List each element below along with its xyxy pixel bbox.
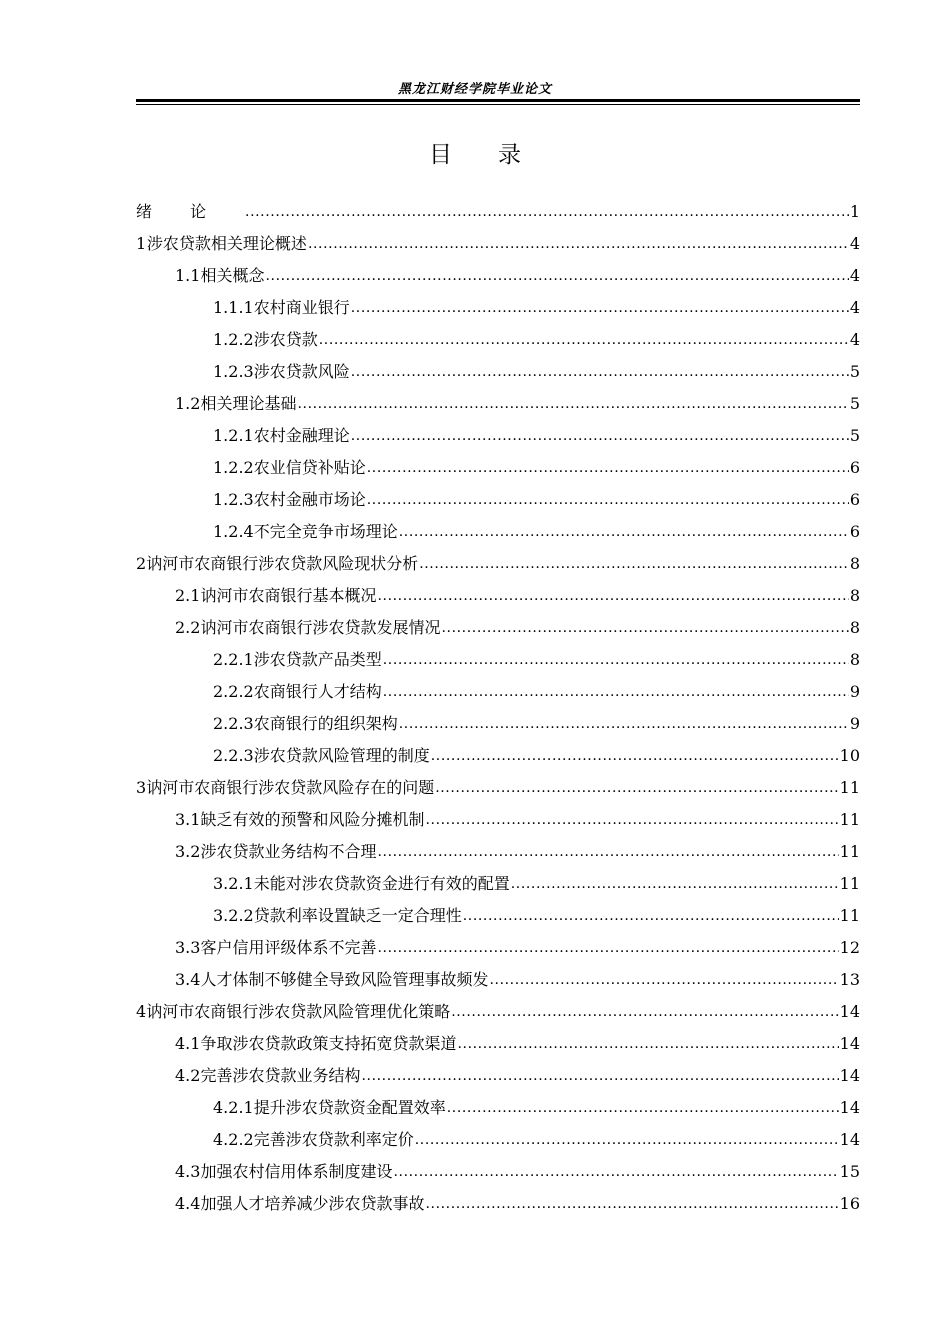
toc-entry-number: 2.1 xyxy=(175,586,201,605)
toc-entry-number: 1.2.1 xyxy=(213,426,254,445)
toc-entry[interactable] xyxy=(136,830,860,862)
toc-entry-number: 1.2.2 xyxy=(213,458,254,477)
toc-entry-title: 不完全竞争市场理论 xyxy=(253,522,398,541)
toc-dot-leader xyxy=(511,874,839,894)
toc-entry-title: 讷河市农商银行涉农贷款风险现状分析 xyxy=(146,554,419,573)
toc-entry-number: 3.2 xyxy=(175,842,201,861)
toc-dot-leader xyxy=(419,554,849,574)
toc-entry-title: 相关概念 xyxy=(200,266,265,285)
toc-entry-title: 涉农贷款风险管理的制度 xyxy=(253,746,430,765)
toc-entry[interactable] xyxy=(136,638,860,670)
toc-entry[interactable] xyxy=(136,414,860,446)
toc-entry-title: 完善涉农贷款利率定价 xyxy=(253,1130,414,1149)
toc-entry-title: 涉农贷款业务结构不合理 xyxy=(200,842,377,861)
toc-entry[interactable] xyxy=(136,1150,860,1182)
toc-entry[interactable] xyxy=(136,510,860,542)
toc-entry-number: 3.1 xyxy=(175,810,201,829)
toc-entry-number: 3 xyxy=(136,778,147,797)
toc-entry-page: 8 xyxy=(849,586,860,605)
toc-dot-leader xyxy=(377,586,848,606)
toc-dot-leader xyxy=(489,970,838,990)
toc-entry[interactable] xyxy=(136,574,860,606)
toc-entry[interactable] xyxy=(136,1022,860,1054)
toc-entry[interactable] xyxy=(136,958,860,990)
toc-entry-page: 10 xyxy=(839,746,860,765)
header-title: 黑龙江财经学院毕业论文 xyxy=(397,82,552,97)
toc-entry-title: 讷河市农商银行涉农贷款风险管理优化策略 xyxy=(146,1002,451,1021)
toc-entry[interactable] xyxy=(136,382,860,414)
toc-entry[interactable] xyxy=(136,670,860,702)
toc-entry-title: 完善涉农贷款业务结构 xyxy=(200,1066,361,1085)
toc-entry-title: 讷河市农商银行基本概况 xyxy=(200,586,377,605)
toc-dot-leader xyxy=(383,682,849,702)
toc-dot-leader xyxy=(383,650,849,670)
toc-entry-title: 争取涉农贷款政策支持拓宽贷款渠道 xyxy=(200,1034,457,1053)
toc-dot-leader xyxy=(367,458,849,478)
toc-entry-page: 4 xyxy=(849,266,860,285)
toc-entry-number: 4.1 xyxy=(175,1034,201,1053)
toc-entry-page: 5 xyxy=(849,426,860,445)
toc-entry-title: 涉农贷款 xyxy=(253,330,318,349)
toc-entry-page: 14 xyxy=(839,1034,860,1053)
toc-entry-title: 农商银行的组织架构 xyxy=(253,714,398,733)
toc-dot-leader xyxy=(457,1034,838,1054)
toc-dot-leader xyxy=(415,1130,839,1150)
toc-dot-leader xyxy=(425,1194,838,1214)
toc-dot-leader xyxy=(351,298,849,318)
toc-dot-leader xyxy=(319,330,849,350)
toc-entry[interactable] xyxy=(136,254,860,286)
toc-title: 目录 xyxy=(429,142,567,168)
toc-entry-page: 14 xyxy=(839,1002,860,1021)
toc-entry-number: 1.2.3 xyxy=(213,362,254,381)
toc-entry-page: 5 xyxy=(849,394,860,413)
toc-dot-leader xyxy=(447,1098,839,1118)
toc-entry[interactable] xyxy=(136,990,860,1022)
toc-entry-page: 11 xyxy=(839,906,860,925)
toc-entry-page: 8 xyxy=(849,554,860,573)
toc-dot-leader xyxy=(399,522,849,542)
toc-entry-title: 农业信贷补贴论 xyxy=(253,458,366,477)
toc-entry-title: 讷河市农商银行涉农贷款发展情况 xyxy=(200,618,441,637)
toc-entry-number: 4.3 xyxy=(175,1162,201,1181)
toc-dot-leader xyxy=(435,778,838,798)
toc-entry-page: 11 xyxy=(839,778,860,797)
toc-entry-page: 14 xyxy=(839,1130,860,1149)
toc-entry[interactable] xyxy=(136,862,860,894)
toc-entry-page: 15 xyxy=(839,1162,860,1181)
toc-entry-page: 11 xyxy=(839,810,860,829)
toc-entry[interactable] xyxy=(136,606,860,638)
toc-entry-page: 4 xyxy=(849,298,860,317)
toc-entry[interactable] xyxy=(136,222,860,254)
toc-entry-page: 9 xyxy=(849,714,860,733)
toc-entry[interactable] xyxy=(136,286,860,318)
toc-entry-title: 缺乏有效的预警和风险分摊机制 xyxy=(200,810,425,829)
toc-dot-leader xyxy=(431,746,839,766)
toc-entry[interactable] xyxy=(136,798,860,830)
toc-entry[interactable] xyxy=(136,1118,860,1150)
toc-entry[interactable] xyxy=(136,766,860,798)
toc-entry-page: 14 xyxy=(839,1098,860,1117)
toc-dot-leader xyxy=(351,362,849,382)
toc-dot-leader xyxy=(361,1066,838,1086)
toc-entry-number: 3.2.2 xyxy=(213,906,254,925)
toc-entry[interactable] xyxy=(136,1054,860,1086)
toc-entry[interactable] xyxy=(136,542,860,574)
toc-entry[interactable] xyxy=(136,894,860,926)
toc-entry-number: 4.2.2 xyxy=(213,1130,254,1149)
toc-entry-number: 2.2.3 xyxy=(213,746,254,765)
toc-dot-leader xyxy=(425,810,838,830)
toc-entry-number: 4.4 xyxy=(175,1194,201,1213)
toc-dot-leader xyxy=(297,394,848,414)
toc-dot-leader xyxy=(308,234,849,254)
toc-entry-title: 农村商业银行 xyxy=(253,298,350,317)
toc-entry[interactable] xyxy=(136,926,860,958)
toc-entry-page: 6 xyxy=(849,458,860,477)
toc-entry-page: 8 xyxy=(849,618,860,637)
toc-entry-title: 加强人才培养减少涉农贷款事故 xyxy=(200,1194,425,1213)
toc-entry-number: 3.3 xyxy=(175,938,201,957)
toc-dot-leader xyxy=(451,1002,838,1022)
toc-entry-title: 农村金融市场论 xyxy=(253,490,366,509)
toc-entry[interactable] xyxy=(136,1086,860,1118)
toc-entry-number: 1.2 xyxy=(175,394,201,413)
table-of-contents xyxy=(136,190,860,1214)
toc-entry-page: 4 xyxy=(849,234,860,253)
toc-entry-number: 2.2 xyxy=(175,618,201,637)
toc-entry-page: 14 xyxy=(839,1066,860,1085)
toc-dot-leader xyxy=(245,202,849,222)
toc-entry[interactable] xyxy=(136,350,860,382)
header-rule-thick xyxy=(136,99,860,102)
toc-entry-number: 4 xyxy=(136,1002,147,1021)
toc-entry-title: 讷河市农商银行涉农贷款风险存在的问题 xyxy=(146,778,435,797)
toc-entry-page: 11 xyxy=(839,842,860,861)
toc-entry-number: 2.2.3 xyxy=(213,714,254,733)
toc-entry[interactable] xyxy=(136,478,860,510)
toc-entry[interactable] xyxy=(136,1182,860,1214)
toc-entry-number: 2.2.2 xyxy=(213,682,254,701)
toc-entry-title: 加强农村信用体系制度建设 xyxy=(200,1162,393,1181)
toc-entry-page: 1 xyxy=(849,202,860,221)
toc-entry-number: 4.2 xyxy=(175,1066,201,1085)
toc-entry-title: 涉农贷款产品类型 xyxy=(253,650,382,669)
toc-entry-page: 13 xyxy=(839,970,860,989)
toc-dot-leader xyxy=(463,906,839,926)
toc-entry-page: 6 xyxy=(849,522,860,541)
toc-entry-number: 1.2.3 xyxy=(213,490,254,509)
toc-dot-leader xyxy=(399,714,849,734)
toc-entry-page: 4 xyxy=(849,330,860,349)
toc-entry[interactable] xyxy=(136,702,860,734)
toc-entry[interactable] xyxy=(136,734,860,766)
toc-entry[interactable] xyxy=(136,446,860,478)
toc-entry-title: 人才体制不够健全导致风险管理事故频发 xyxy=(200,970,489,989)
toc-dot-leader xyxy=(377,938,838,958)
toc-entry-page: 11 xyxy=(839,874,860,893)
toc-entry-number: 1 xyxy=(136,234,147,253)
toc-entry-page: 12 xyxy=(839,938,860,957)
toc-dot-leader xyxy=(265,266,848,286)
toc-entry-title: 客户信用评级体系不完善 xyxy=(200,938,377,957)
toc-dot-leader xyxy=(377,842,838,862)
toc-entry-page: 6 xyxy=(849,490,860,509)
toc-entry[interactable] xyxy=(136,318,860,350)
toc-entry-title: 涉农贷款相关理论概述 xyxy=(146,234,307,253)
toc-entry-title: 提升涉农贷款资金配置效率 xyxy=(253,1098,446,1117)
toc-dot-leader xyxy=(441,618,848,638)
toc-entry-number: 1.1 xyxy=(175,266,201,285)
toc-entry-page: 8 xyxy=(849,650,860,669)
toc-entry-number: 3.4 xyxy=(175,970,201,989)
toc-entry-title: 贷款利率设置缺乏一定合理性 xyxy=(253,906,462,925)
toc-entry-title: 农村金融理论 xyxy=(253,426,350,445)
toc-dot-leader xyxy=(351,426,849,446)
toc-entry-number: 1.2.4 xyxy=(213,522,254,541)
toc-entry-number: 2 xyxy=(136,554,147,573)
toc-entry-number: 2.2.1 xyxy=(213,650,254,669)
toc-entry-number: 4.2.1 xyxy=(213,1098,254,1117)
toc-entry-title: 农商银行人才结构 xyxy=(253,682,382,701)
toc-entry-title: 未能对涉农贷款资金进行有效的配置 xyxy=(253,874,510,893)
toc-entry-page: 16 xyxy=(839,1194,860,1213)
header-rule-thin xyxy=(136,104,860,105)
toc-dot-leader xyxy=(393,1162,838,1182)
toc-dot-leader xyxy=(367,490,849,510)
toc-entry-page: 5 xyxy=(849,362,860,381)
toc-entry-number: 1.1.1 xyxy=(213,298,254,317)
toc-entry[interactable] xyxy=(136,190,860,222)
toc-entry-title: 涉农贷款风险 xyxy=(253,362,350,381)
toc-entry-title: 相关理论基础 xyxy=(200,394,297,413)
toc-entry-number: 3.2.1 xyxy=(213,874,254,893)
toc-entry-page: 9 xyxy=(849,682,860,701)
toc-entry-number: 1.2.2 xyxy=(213,330,254,349)
toc-entry-title: 绪论 xyxy=(136,202,245,221)
